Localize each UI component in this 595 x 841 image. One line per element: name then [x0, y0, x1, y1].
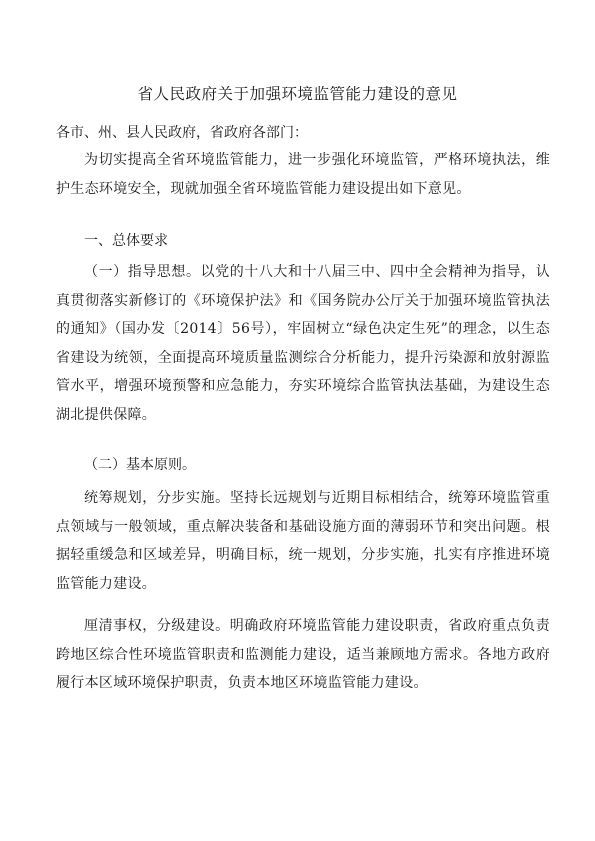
intro-paragraph: 为切实提高全省环境监管能力，进一步强化环境监管，严格环境执法，维护生态环境安全，现就加强全省环境监管能力建设提出如下意见。 [56, 152, 550, 197]
guiding-thought-paragraph: （一）指导思想。以党的十八大和十八届三中、四中全会精神为指导，认真贯彻落实新修订的《环境保护法》和《国务院办公厅关于加强环境监管执法的通知》（国办发〔2014〕56号），牢固树立“绿色决定生死”的理念，以生态省建设为统领，全面提高环境质量监测综合分析能力，提升污染源和放射源监管水平，增强环境预警和应急能力，夯实环境综合监管执法基础，为建设生态湖北提供保障。 [56, 264, 550, 423]
principle-paragraph-planning: 统筹规划，分步实施。坚持长远规划与近期目标相结合，统筹环境监管重点领域与一般领域，重点解决装备和基础设施方面的薄弱环节和突出问题。根据轻重缓急和区域差异，明确目标，统一规划，分步实施，扎实有序推进环境监管能力建设。 [56, 490, 550, 592]
principle-paragraph-responsibilities: 厘清事权，分级建设。明确政府环境监管能力建设职责，省政府重点负责跨地区综合性环境监管职责和监测能力建设，适当兼顾地方需求。各地方政府履行本区域环境保护职责，负责本地区环境监管能力建设。 [56, 618, 550, 691]
salutation: 各市、州、县人民政府，省政府各部门： [56, 125, 308, 141]
document-title: 省人民政府关于加强环境监管能力建设的意见 [137, 85, 458, 103]
sub-heading-basic-principles: （二）基本原则。 [84, 457, 196, 473]
section-heading-general-requirements: 一、总体要求 [84, 233, 168, 249]
